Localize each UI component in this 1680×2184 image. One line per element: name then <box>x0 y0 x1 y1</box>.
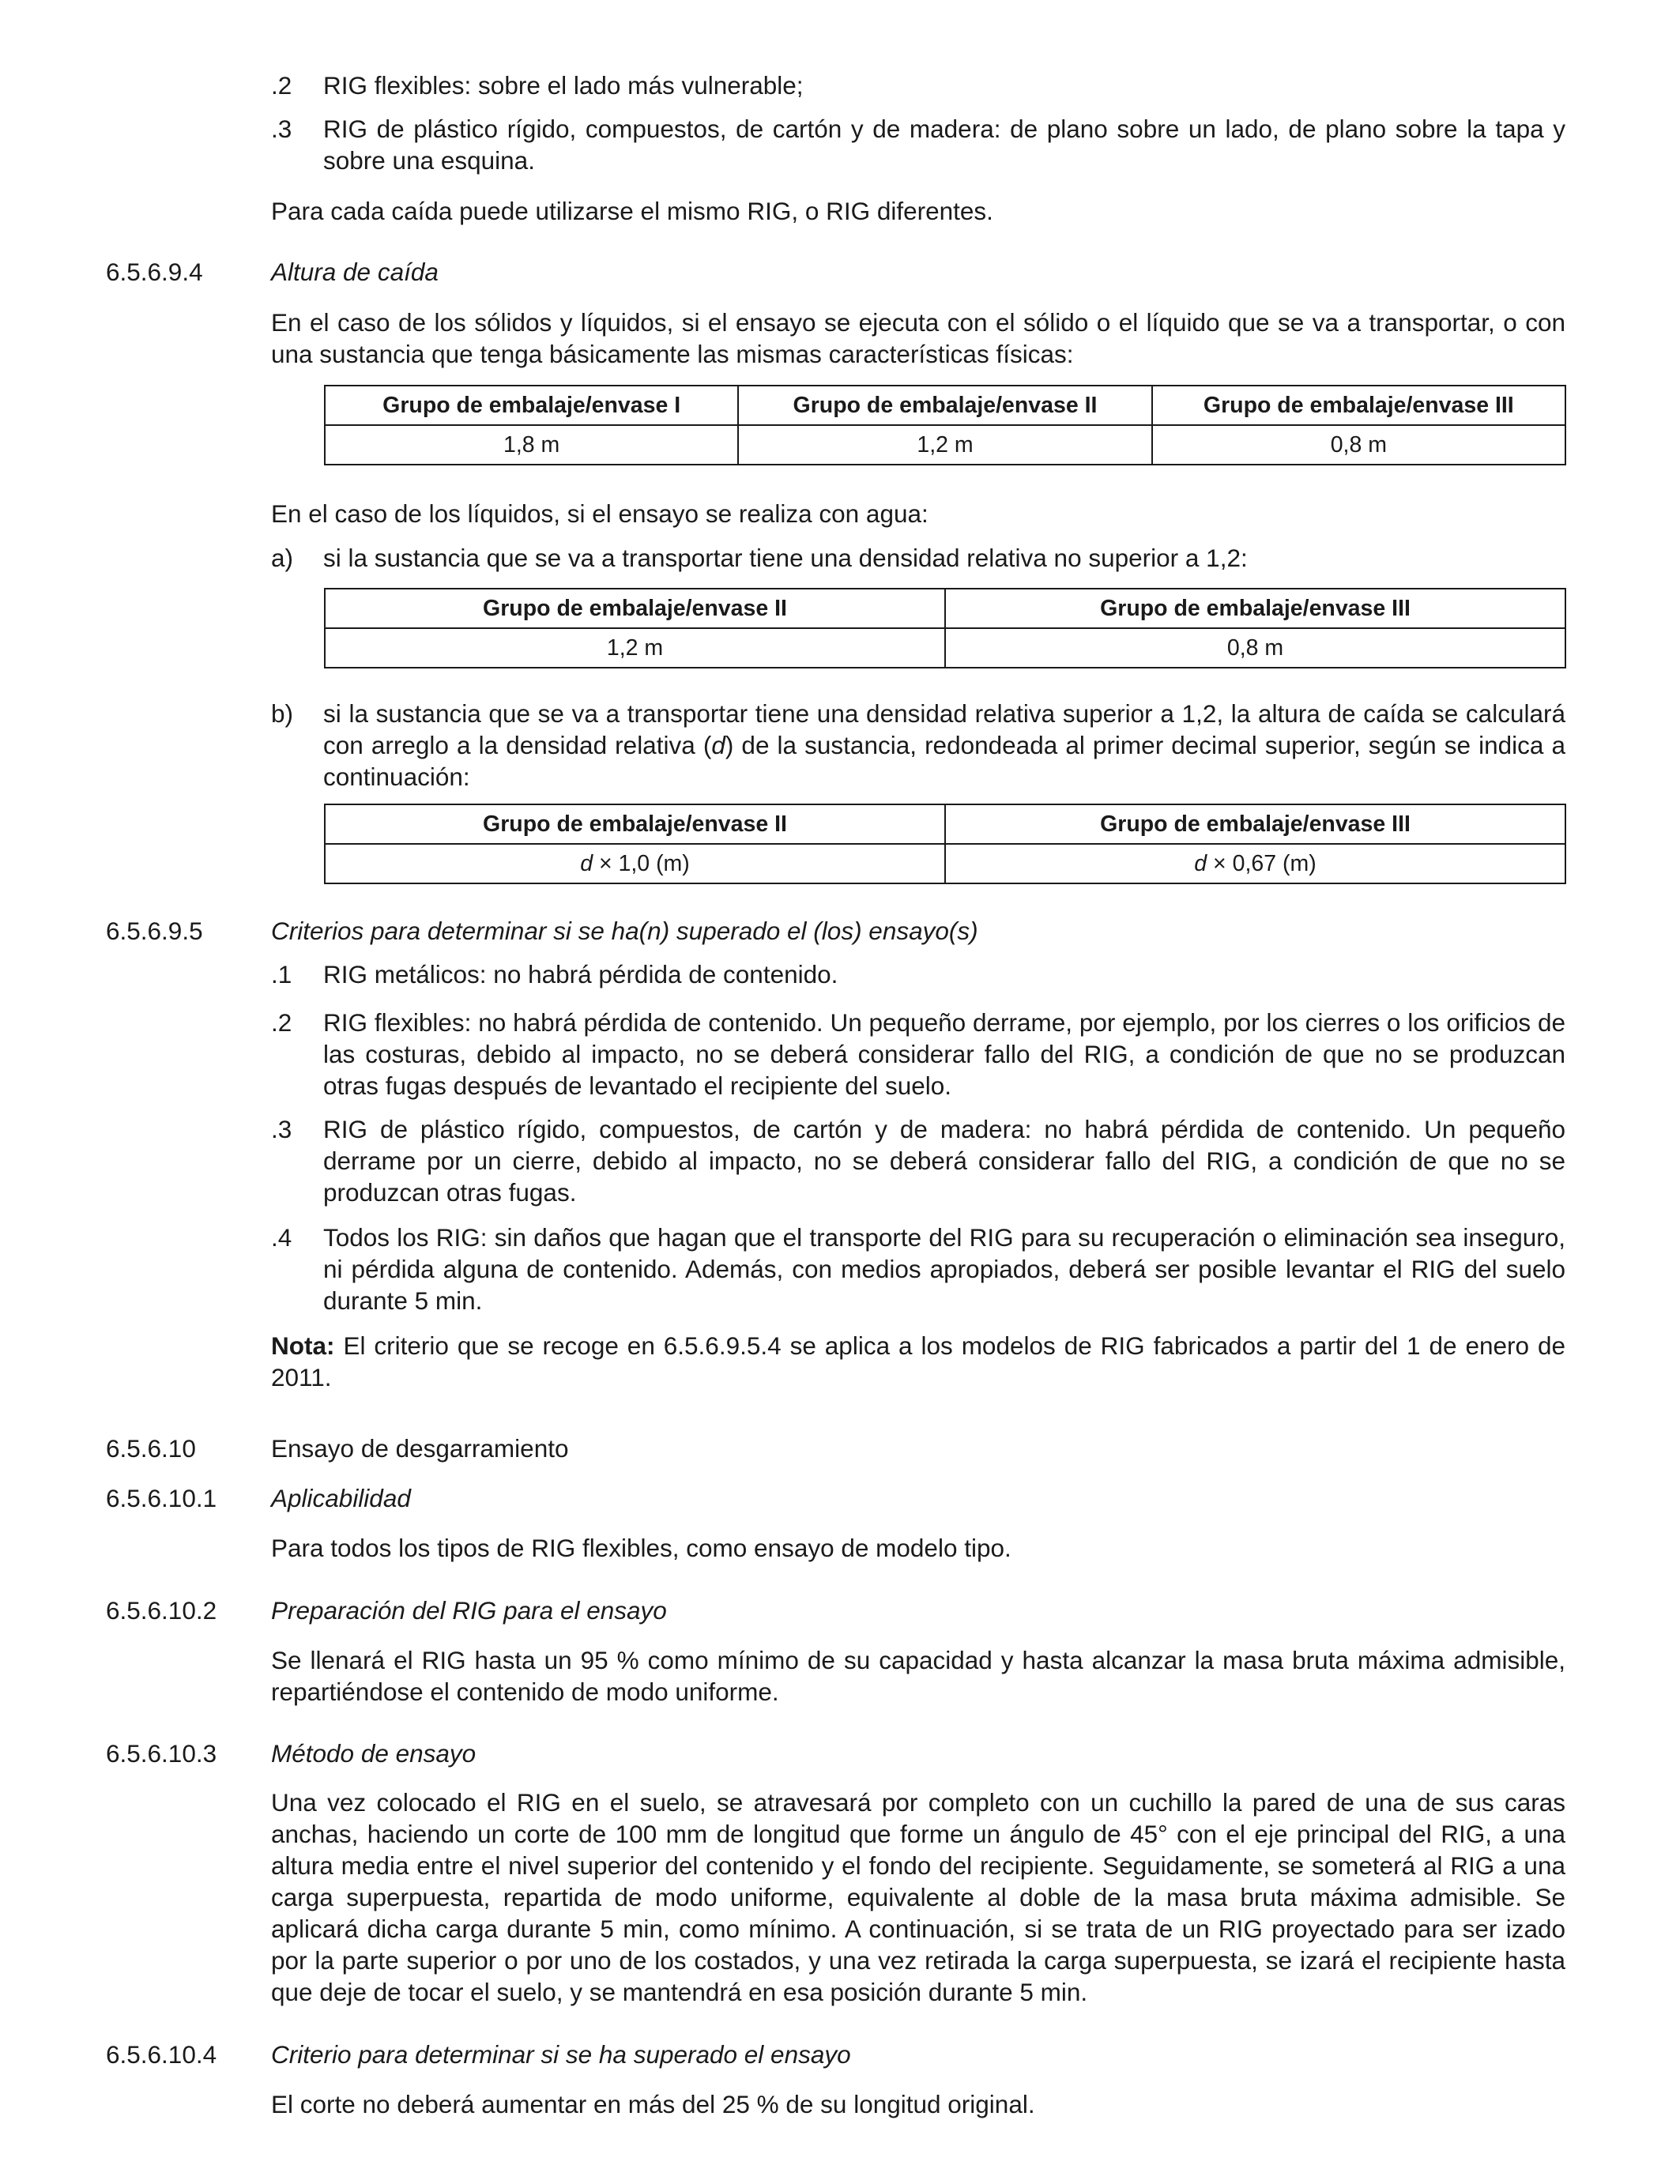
table-header: Grupo de embalaje/envase III <box>945 804 1565 844</box>
table-cell: 1,8 m <box>325 425 738 465</box>
table-header: Grupo de embalaje/envase II <box>325 804 945 844</box>
item-marker: a) <box>271 544 294 572</box>
list-item <box>271 1222 1565 1316</box>
note-text: El criterio que se recoge en 6.5.6.9.5.4 se aplica a los modelos de RIG fabricados a partir del 1 de enero de 2011. <box>271 1331 1565 1391</box>
table-cell: 0,8 m <box>1152 425 1565 465</box>
item-marker: .2 <box>271 1008 292 1037</box>
note <box>271 1330 1565 1393</box>
paragraph: En el caso de los líquidos, si el ensayo se realiza con agua: <box>271 499 929 528</box>
item-marker: .3 <box>271 1115 292 1143</box>
paragraph: Para cada caída puede utilizarse el mismo RIG, o RIG diferentes. <box>271 197 993 225</box>
paragraph: Se llenará el RIG hasta un 95 % como mínimo de su capacidad y hasta alcanzar la masa bruta máxima admisible, repartiéndose el contenido de modo uniforme. <box>271 1646 1565 1706</box>
item-text: Todos los RIG: sin daños que hagan que el transporte del RIG para su recuperación o eliminación sea inseguro, ni pérdida alguna de contenido. Además, con medios apropiados, deberá ser posible levantar el RIG del suelo durante 5 min. <box>323 1223 1565 1315</box>
table-header: Grupo de embalaje/envase III <box>945 589 1565 628</box>
section-number: 6.5.6.10.1 <box>106 1484 217 1512</box>
item-text: RIG de plástico rígido, compuestos, de cartón y de madera: no habrá pérdida de contenido. Un pequeño derrame por un cierre, debido al impacto, no se deberá considerar fallo del RIG, a condición de que no se produzcan otras fugas. <box>323 1115 1565 1207</box>
table-header: Grupo de embalaje/envase II <box>738 386 1151 425</box>
formula-text: × 1,0 (m) <box>598 851 690 876</box>
item-text-part: si la sustancia que se va a transportar tiene una densidad relativa superior a 1,2, la altura de caída se calculará con arreglo a la densidad relativa ( <box>323 699 1565 759</box>
density-variable: d <box>711 731 725 759</box>
item-text <box>323 698 1565 793</box>
density-variable: d <box>1194 851 1207 876</box>
table-cell <box>325 844 945 883</box>
item-marker: .2 <box>271 71 292 100</box>
drop-height-table-water-high-density <box>324 804 1566 884</box>
item-marker: b) <box>271 699 294 728</box>
list-item <box>271 698 1565 793</box>
section-title: Criterios para determinar si se ha(n) superado el (los) ensayo(s) <box>271 917 978 945</box>
section-title: Altura de caída <box>271 258 439 286</box>
item-text: RIG de plástico rígido, compuestos, de cartón y de madera: de plano sobre un lado, de plano sobre la tapa y sobre una esquina. <box>323 115 1565 175</box>
paragraph: El corte no deberá aumentar en más del 25 % de su longitud original. <box>271 2090 1035 2118</box>
table-cell: 1,2 m <box>325 628 945 668</box>
item-text: RIG metálicos: no habrá pérdida de contenido. <box>323 960 838 988</box>
section-title: Ensayo de desgarramiento <box>271 1434 569 1463</box>
paragraph: Para todos los tipos de RIG flexibles, como ensayo de modelo tipo. <box>271 1534 1011 1562</box>
section-title: Preparación del RIG para el ensayo <box>271 1596 667 1625</box>
section-number: 6.5.6.10.3 <box>106 1739 217 1768</box>
section-number: 6.5.6.9.5 <box>106 917 203 945</box>
item-marker: .3 <box>271 115 292 143</box>
drop-height-table-solids <box>324 385 1566 465</box>
list-item <box>271 1007 1565 1101</box>
note-label: Nota: <box>271 1331 335 1360</box>
density-variable: d <box>580 851 593 876</box>
item-text: si la sustancia que se va a transportar tiene una densidad relativa no superior a 1,2: <box>323 544 1248 572</box>
table-header: Grupo de embalaje/envase II <box>325 589 945 628</box>
table-header: Grupo de embalaje/envase I <box>325 386 738 425</box>
item-marker: .1 <box>271 960 292 988</box>
item-marker: .4 <box>271 1223 292 1252</box>
section-number: 6.5.6.10.2 <box>106 1596 217 1625</box>
table-cell <box>945 844 1565 883</box>
table-cell: 1,2 m <box>738 425 1151 465</box>
section-number: 6.5.6.10.4 <box>106 2040 217 2069</box>
list-item <box>271 1113 1565 1208</box>
item-text: RIG flexibles: sobre el lado más vulnerable; <box>323 71 804 100</box>
section-number: 6.5.6.9.4 <box>106 258 203 286</box>
section-title: Criterio para determinar si se ha superado el ensayo <box>271 2040 851 2069</box>
section-title: Aplicabilidad <box>271 1484 411 1512</box>
list-item <box>271 113 1565 176</box>
drop-height-table-water-low-density <box>324 588 1566 668</box>
section-number: 6.5.6.10 <box>106 1434 196 1463</box>
section-title: Método de ensayo <box>271 1739 477 1768</box>
item-text: RIG flexibles: no habrá pérdida de contenido. Un pequeño derrame, por ejemplo, por los cierres o los orificios de las costuras, debido al impacto, no se deberá considerar fallo del RIG, a condición de que no se produzcan otras fugas después de levantado el recipiente del suelo. <box>323 1008 1565 1100</box>
table-cell: 0,8 m <box>945 628 1565 668</box>
table-header: Grupo de embalaje/envase III <box>1152 386 1565 425</box>
formula-text: × 0,67 (m) <box>1213 851 1317 876</box>
paragraph: Una vez colocado el RIG en el suelo, se atravesará por completo con un cuchillo la pared de una de sus caras anchas, haciendo un corte de 100 mm de longitud que forme un ángulo de 45° con el eje principal del RIG, a una altura media entre el nivel superior del contenido y el fondo del recipiente. Seguidamente, se someterá al RIG a una carga superpuesta, repartida de modo uniforme, equivalente al doble de la masa bruta máxima admisible. Se aplicará dicha carga durante 5 min, como mínimo. A continuación, si se trata de un RIG proyectado para ser izado por la parte superior o por uno de los costados, y una vez retirada la carga superpuesta, se izará el recipiente hasta que deje de tocar el suelo, y se mantendrá en esa posición durante 5 min. <box>271 1788 1565 2006</box>
item-text-part: ) de la sustancia, redondeada al primer decimal superior, según se indica a continuación: <box>323 731 1565 791</box>
paragraph: En el caso de los sólidos y líquidos, si el ensayo se ejecuta con el sólido o el líquido que se va a transportar, o con una sustancia que tenga básicamente las mismas características físicas: <box>271 308 1565 368</box>
